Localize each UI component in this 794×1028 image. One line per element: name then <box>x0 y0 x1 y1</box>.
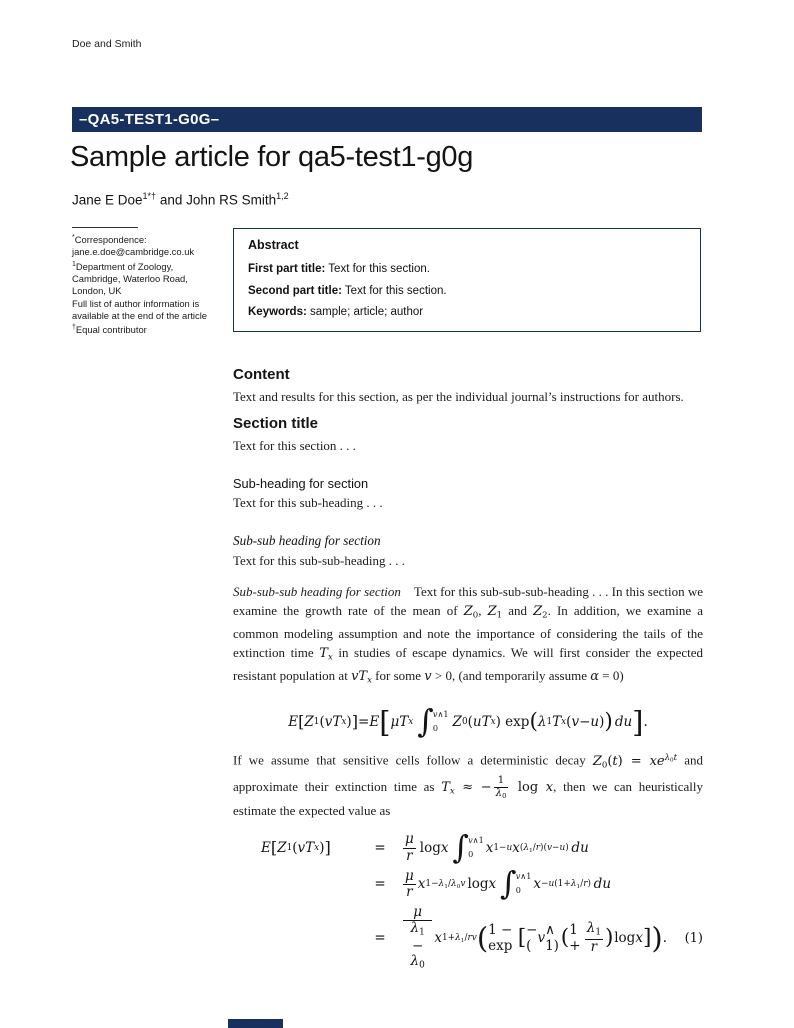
author-1-affiliations: 1*† <box>142 191 157 201</box>
correspondence-line: *Correspondence: <box>72 234 147 246</box>
abstract-box <box>233 228 701 332</box>
sub-heading: Sub-heading for section <box>233 475 369 491</box>
section-heading-content: Content <box>233 366 290 383</box>
paragraph: Text for this section . . . <box>233 437 356 453</box>
equation-number: (1) <box>684 930 703 946</box>
correspondence-block <box>72 227 224 337</box>
paragraph: Text for this sub-heading . . . <box>233 494 383 510</box>
correspondence-line: $^1$Department of Zoology, <box>72 260 174 272</box>
abstract-item-label: Second part title: <box>248 284 342 297</box>
banner-label: –QA5-TEST1-G0G– <box>79 111 220 128</box>
abstract-item-label: Keywords: <box>248 306 307 318</box>
author-2-affiliations: 1,2 <box>276 191 289 201</box>
journal-banner <box>72 107 702 132</box>
abstract-item-label: First part title: <box>248 263 326 275</box>
abstract-item-text: Text for this section. <box>325 263 430 275</box>
paragraph: Text for this sub-sub-heading . . . <box>233 552 406 568</box>
correspondence-line: London, UK <box>72 285 122 297</box>
equation-row <box>261 830 703 866</box>
paragraph-subsubsub: Sub-sub-sub heading for section Text for this sub-sub-sub-heading . . . In this section we examine the growth rate of the mean of Z0, Z1 and Z2. In addition, we examine a common modeling assumption and note the importance of considering the tails of the extinction time Tx in studies of escape dynamics. We will first consider the expected resistant population at vTx for some v > 0, (and temporarily assume α = 0) <box>233 583 704 686</box>
abstract-heading: Abstract <box>248 238 299 252</box>
abstract-item-text: Text for this section. <box>341 284 447 297</box>
running-head: Doe and Smith <box>72 38 142 50</box>
abstract-item-text: sample; article; author <box>306 306 424 318</box>
equation-relation: = <box>374 840 386 857</box>
correspondence-lines <box>72 232 224 337</box>
equation-rhs: μ r log x ∫ v∧1 0 x 1−u x (λ1/r)(v−u) du <box>405 830 589 866</box>
paragraph: Text and results for this section, as per the individual journal’s instructions for authors. <box>233 389 684 404</box>
abstract-item-second <box>248 281 686 303</box>
main-column <box>233 358 703 976</box>
equation-rhs: μ r x 1−λ1/λ0v log x ∫ v∧1 0 x −u(1+λ1/r) du <box>405 866 612 903</box>
equation-relation: = <box>374 876 386 893</box>
footnote-rule <box>72 227 138 228</box>
equation-row <box>261 905 703 972</box>
section-heading-section-title: Section title <box>233 414 319 432</box>
correspondence-line: †Equal contributor <box>72 324 147 336</box>
paragraph-assumption: If we assume that sensitive cells follow a deterministic decay $Z0(t) = xe^{\lambda 0t}$ and approximate their extinction time as Tx ≈ − $\frac{1}{\lambda 0}$ log x, then we can heuristically estimate the expected value as <box>233 752 703 818</box>
footer-accent-bar <box>228 1019 283 1028</box>
equation-row <box>261 866 703 903</box>
author-2: John RS Smith <box>186 192 277 208</box>
correspondence-line: available at the end of the article <box>72 310 207 322</box>
abstract-item-first <box>248 259 686 281</box>
abstract-item-keywords <box>248 302 686 324</box>
correspondence-line: Cambridge, Waterloo Road, <box>72 273 188 285</box>
author-conjunction: and <box>156 192 187 208</box>
display-equation: E [ Z 1 ( vT x ) ] = E [ μT x ∫ v∧1 0 Z 0 ( uT x ) exp ( λ 1 T x ( v − u ) ) du ] . <box>288 703 648 740</box>
correspondence-line: Full list of author information is <box>72 297 200 309</box>
equation-block-1 <box>261 832 703 971</box>
correspondence-email[interactable]: jane.e.doe@cambridge.co.uk <box>72 246 195 258</box>
equation-lhs: E [ Z 1 ( vT x ) ] <box>261 837 331 857</box>
equation-relation: = <box>374 930 386 947</box>
sub-sub-heading: Sub-sub heading for section <box>233 532 381 548</box>
equation-rhs: μ λ1 − λ0 x 1+λ1/rv ( 1 − exp [ −( v ∧ 1) ( 1 + $\frac{\lambda 1}{r}$ ) log x ] ) . <box>401 905 667 972</box>
page-title: Sample article for qa5-test1-g0g <box>70 141 474 173</box>
author-line <box>72 191 289 208</box>
author-1: Jane E Doe <box>72 192 143 208</box>
